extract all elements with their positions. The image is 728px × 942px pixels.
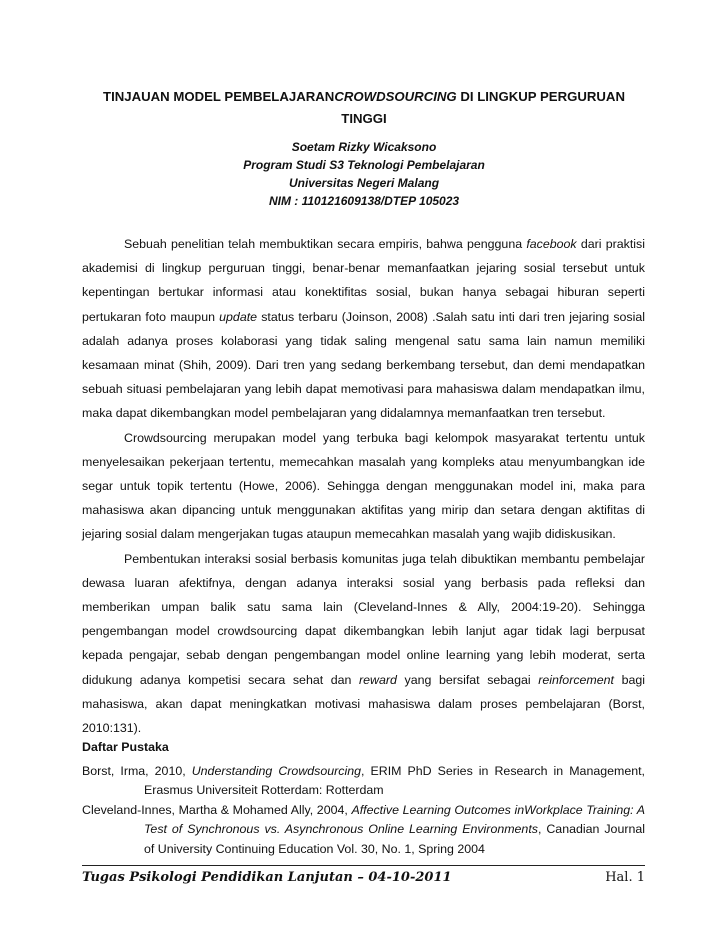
- paper-title: [84, 86, 644, 130]
- author-program: Program Studi S3 Teknologi Pembelajaran: [243, 158, 485, 172]
- p1-text-d: update: [219, 309, 258, 324]
- title-part-1: TINJAUAN MODEL PEMBELAJARAN: [103, 89, 335, 104]
- title-part-2: CROWDSOURCING: [334, 89, 457, 104]
- author-name: Soetam Rizky Wicaksono: [291, 140, 437, 154]
- p3-text-b: reward: [359, 672, 397, 687]
- author-university: Universitas Negeri Malang: [288, 176, 440, 190]
- p3-text-a: Pembentukan interaksi sosial berbasis komunitas juga telah dibuktikan membantu pembelajar dewasa luaran afektifnya, dengan adanya interaksi sosial yang berbasis pada refleksi dan memberikan umpan balik satu sama lain (Cleveland-Innes & Ally, 2004:19-20). Sehingga pengembangan model crowdsourcing dapat dikembangkan lebih lanjut agar tidak lagi berpusat kepada pengajar, sebab dengan pengembangan model online learning yang lebih moderat, serta didukung adanya kompetisi secara sehat dan: [82, 551, 645, 687]
- paragraph-3: [82, 547, 645, 741]
- ref2-text-b: Affective Learning Outcomes inWorkplace Training: A Test of Synchronous vs. Asynchronous Online Learning Environments: [144, 802, 645, 836]
- ref2-text-a: Cleveland-Innes, Martha & Mohamed Ally, 2004,: [82, 802, 352, 817]
- p1-text-e: status terbaru (Joinson, 2008) .Salah satu inti dari tren jejaring sosial adalah adanya proses kolaborasi yang tidak saling mengenal satu sama lain namun memiliki kesamaan minat (Shih, 2009). Dari tren yang sedang berkembang tersebut, dan demi mendapatkan sebuah situasi pembelajaran yang lebih dapat memotivasi para mahasiswa dalam mendapatkan ilmu, maka dapat dikembangkan model pembelajaran yang didalamnya memanfaatkan tren tersebut.: [82, 309, 646, 421]
- footer-course-label: Tugas Psikologi Pendidikan Lanjutan – 04-10-2011: [82, 870, 452, 885]
- paragraph-1: [82, 232, 645, 426]
- references-heading: Daftar Pustaka: [82, 740, 169, 754]
- ref1-text-b: Understanding Crowdsourcing: [191, 763, 361, 778]
- p1-text-c: dari praktisi akademisi di lingkup perguruan tinggi, benar-benar memanfaatkan jejaring sosial tersebut untuk kepentingan bertukar informasi atau konektifitas sosial, bukan hanya sebagai hiburan seperti pertukaran foto maupun: [82, 237, 645, 324]
- footer-divider: [82, 865, 645, 866]
- ref2-text-c: , Canadian Journal of University Continuing Education Vol. 30, No. 1, Spring 2004: [144, 822, 645, 856]
- author-nim: NIM : 110121609138/DTEP 105023: [268, 194, 460, 208]
- ref1-text-a: Borst, Irma, 2010,: [82, 763, 192, 778]
- paragraph-2: Crowdsourcing merupakan model yang terbuka bagi kelompok masyarakat tertentu untuk menyelesaikan pekerjaan tertentu, memecahkan masalah yang kompleks atau menyumbangkan ide segar untuk topik tertentu (Howe, 2006). Sehingga dengan menggunakan model ini, maka para mahasiswa akan dipancing untuk menggunakan aktifitas yang mirip dan setara dengan aktifitas di jejaring sosial dalam mengerjakan tugas ataupun memecahkan masalah yang wajib didiskusikan.: [82, 430, 645, 542]
- author-block: [84, 138, 644, 210]
- title-part-3: DI LINGKUP PERGURUAN TINGGI: [341, 89, 625, 126]
- p3-text-c: yang bersifat sebagai: [396, 672, 539, 687]
- page-number: Hal. 1: [605, 870, 645, 885]
- reference-item: [82, 762, 645, 801]
- ref1-text-c: , ERIM PhD Series in Research in Management, Erasmus Universiteit Rotterdam: Rotterdam: [144, 763, 646, 797]
- body-text: [82, 232, 645, 740]
- p1-text-b: facebook: [526, 237, 577, 251]
- references-section: [82, 738, 645, 859]
- p3-text-e: bagi mahasiswa, akan dapat meningkatkan motivasi mahasiswa dalam proses pembelajaran (Borst, 2010:131).: [82, 672, 645, 736]
- reference-item: [82, 801, 645, 860]
- p3-text-d: reinforcement: [538, 672, 614, 687]
- p1-text-a: Sebuah penelitian telah membuktikan secara empiris, bahwa pengguna: [124, 237, 527, 251]
